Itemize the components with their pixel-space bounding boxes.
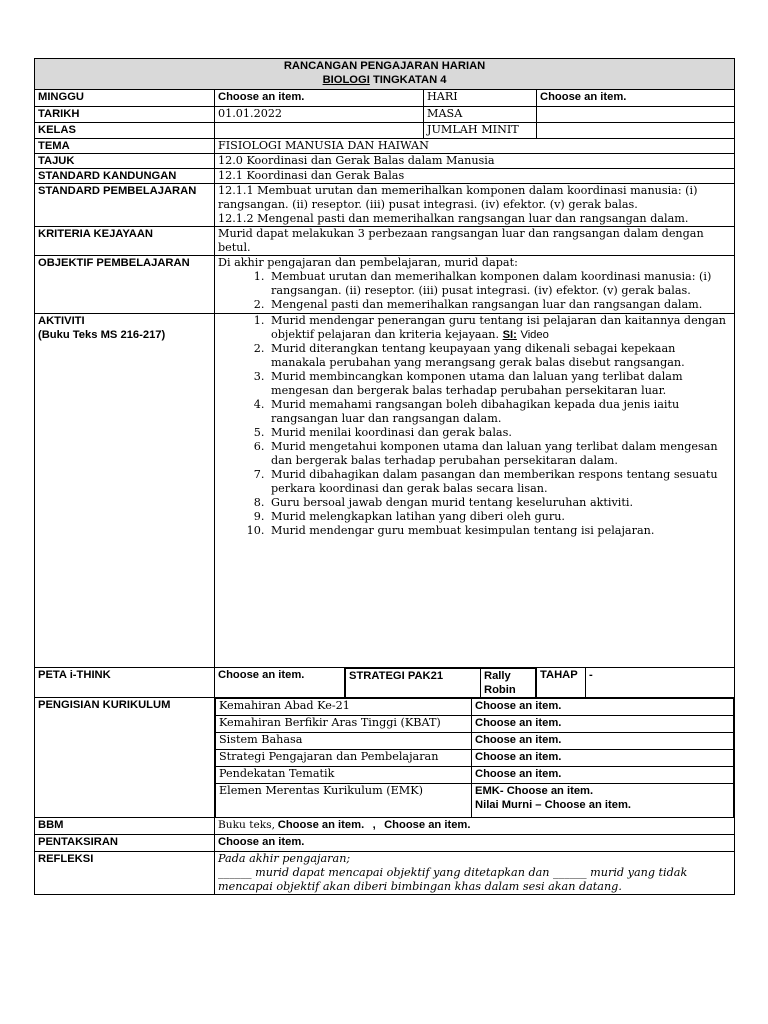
objektif-intro: Di akhir pengajaran dan pembelajaran, murid dapat:: [218, 256, 518, 269]
hari-select[interactable]: Choose an item.: [537, 90, 735, 107]
aktiviti-list: [218, 314, 731, 538]
minggu-label: MINGGU: [35, 90, 215, 107]
masa-label: MASA: [424, 107, 537, 123]
kriteria-kejayaan-label: KRITERIA KEJAYAAN: [35, 227, 215, 256]
bbm-label: BBM: [35, 817, 215, 834]
pengisian-label: PENGISIAN KURIKULUM: [35, 698, 215, 818]
tarikh-value[interactable]: 01.01.2022: [215, 107, 424, 123]
tahap-label: TAHAP: [537, 668, 586, 698]
objektif-list: [218, 270, 731, 312]
aktiviti-item: 3. Murid membincangkan komponen utama dan laluan yang terlibat dalam mengesan dan bergerak balas terhadap perubahan persekitaran luar.: [268, 370, 731, 398]
pentaksiran-select[interactable]: Choose an item.: [215, 834, 735, 851]
aktiviti-item: 4. Murid memahami rangsangan boleh dibahagikan kepada dua jenis iaitu rangsangan luar dan rangsangan dalam.: [268, 398, 731, 426]
bbm-prefix: Buku teks,: [218, 818, 275, 831]
standard-kandungan-label: STANDARD KANDUNGAN: [35, 169, 215, 184]
plan-header: [35, 59, 735, 90]
aktiviti-item: 2. Murid diterangkan tentang keupayaan yang dikenali sebagai kepekaan manakala perubahan yang merangsang gerak balas disebut rangsangan.: [268, 342, 731, 370]
si-label: SI:: [502, 329, 517, 341]
aktiviti-item: 5. Murid menilai koordinasi dan gerak balas.: [268, 426, 731, 440]
aktiviti-item: 1. Murid mendengar penerangan guru tentang isi pelajaran dan kaitannya dengan objektif pelajaran dan kriteria kejayaan. SI: Video: [268, 314, 731, 342]
aktiviti-label: AKTIVITI: [38, 315, 85, 327]
refleksi-line-1: Pada akhir pengajaran;: [218, 851, 351, 865]
lesson-plan-table: [34, 58, 735, 895]
level-label: TINGKATAN 4: [372, 74, 447, 86]
aktiviti-item: 6. Murid mengetahui komponen utama dan laluan yang terlibat dalam mengesan dan bergerak balas terhadap perubahan persekitaran dalam.: [268, 440, 731, 468]
objektif-item: 1. Membuat urutan dan memerihalkan komponen dalam koordinasi manusia: (i) rangsangan. (ii) reseptor. (iii) pusat integrasi. (iv) efektor. (v) gerak balas.: [268, 270, 731, 298]
tajuk-label: TAJUK: [35, 154, 215, 169]
jumlah-minit-value[interactable]: [537, 123, 735, 139]
pengisian-item-name: Pendekatan Tematik: [216, 767, 472, 784]
standard-pembelajaran-line-1: 12.1.1 Membuat urutan dan memerihalkan komponen dalam koordinasi manusia: (i) rangsangan. (ii) reseptor. (iii) pusat integrasi. (iv) efektor. (v) gerak balas.: [218, 184, 698, 211]
masa-value[interactable]: [537, 107, 735, 123]
minggu-select[interactable]: Choose an item.: [215, 90, 424, 107]
aktiviti-item: 9. Murid melengkapkan latihan yang diberi oleh guru.: [268, 510, 731, 524]
jumlah-minit-label: JUMLAH MINIT: [424, 123, 537, 139]
pengisian-item-name: Sistem Bahasa: [216, 733, 472, 750]
peta-label: PETA i-THINK: [35, 668, 215, 698]
tema-value: FISIOLOGI MANUSIA DAN HAIWAN: [215, 139, 735, 154]
standard-pembelajaran-value: [215, 184, 735, 227]
kriteria-kejayaan-value: Murid dapat melakukan 3 perbezaan rangsangan luar dan rangsangan dalam dengan betul.: [215, 227, 735, 256]
bbm-select-1[interactable]: Choose an item.: [277, 818, 365, 831]
pentaksiran-label: PENTAKSIRAN: [35, 834, 215, 851]
bbm-separator: ,: [372, 818, 376, 831]
refleksi-label: REFLEKSI: [35, 851, 215, 894]
strategi-value[interactable]: Rally Robin: [481, 669, 536, 698]
peta-select[interactable]: Choose an item.: [215, 668, 345, 698]
pengisian-grid: [215, 698, 735, 818]
standard-pembelajaran-line-2: 12.1.2 Mengenal pasti dan memerihalkan rangsangan luar dan rangsangan dalam.: [218, 212, 689, 225]
pengisian-item-name: Kemahiran Abad Ke-21: [216, 699, 472, 716]
standard-kandungan-value: 12.1 Koordinasi dan Gerak Balas: [215, 169, 735, 184]
emk-name: Elemen Merentas Kurikulum (EMK): [216, 784, 472, 817]
pengisian-item-name: Strategi Pengajaran dan Pembelajaran: [216, 750, 472, 767]
aktiviti-sublabel: (Buku Teks MS 216-217): [38, 329, 166, 341]
standard-pembelajaran-label: STANDARD PEMBELAJARAN: [35, 184, 215, 227]
refleksi-line-2: ______ murid dapat mencapai objektif yang ditetapkan dan ______ murid yang tidak mencapai objektif akan diberi bimbingan khas dalam sesi akan datang.: [218, 865, 688, 893]
kelas-label: KELAS: [35, 123, 215, 139]
lesson-plan-sheet: [34, 58, 734, 895]
subject-label: BIOLOGI: [322, 74, 370, 86]
aktiviti-label-cell: [35, 314, 215, 668]
pengisian-item-select[interactable]: Choose an item.: [472, 750, 734, 767]
tahap-value[interactable]: -: [586, 668, 735, 698]
objektif-label: OBJEKTIF PEMBELAJARAN: [35, 256, 215, 314]
tarikh-label: TARIKH: [35, 107, 215, 123]
tajuk-value: 12.0 Koordinasi dan Gerak Balas dalam Manusia: [215, 154, 735, 169]
bbm-select-2[interactable]: Choose an item.: [384, 818, 471, 831]
pengisian-item-name: Kemahiran Berfikir Aras Tinggi (KBAT): [216, 716, 472, 733]
aktiviti-item: 8. Guru bersoal jawab dengan murid tentang keseluruhan aktiviti.: [268, 496, 731, 510]
pengisian-item-select[interactable]: Choose an item.: [472, 733, 734, 750]
objektif-value: [215, 256, 735, 314]
nilai-murni-select[interactable]: Nilai Murni – Choose an item.: [475, 799, 632, 811]
tema-label: TEMA: [35, 139, 215, 154]
aktiviti-item: 10. Murid mendengar guru membuat kesimpulan tentang isi pelajaran.: [268, 524, 731, 538]
pengisian-item-select[interactable]: Choose an item.: [472, 699, 734, 716]
si-value: Video: [520, 329, 549, 341]
plan-title: RANCANGAN PENGAJARAN HARIAN: [283, 60, 486, 72]
hari-label: HARI: [424, 90, 537, 107]
aktiviti-value: [215, 314, 735, 668]
bbm-value: [215, 817, 735, 834]
objektif-item: 2. Mengenal pasti dan memerihalkan rangsangan luar dan rangsangan dalam.: [268, 298, 731, 312]
pengisian-item-select[interactable]: Choose an item.: [472, 716, 734, 733]
kelas-value[interactable]: [215, 123, 424, 139]
emk-select[interactable]: EMK- Choose an item.: [475, 785, 594, 797]
refleksi-value[interactable]: [215, 851, 735, 894]
strategi-label: STRATEGI PAK21: [346, 669, 481, 698]
pengisian-item-select[interactable]: Choose an item.: [472, 767, 734, 784]
aktiviti-item: 7. Murid dibahagikan dalam pasangan dan memberikan respons tentang sesuatu perkara koordinasi dan gerak balas secara lisan.: [268, 468, 731, 496]
